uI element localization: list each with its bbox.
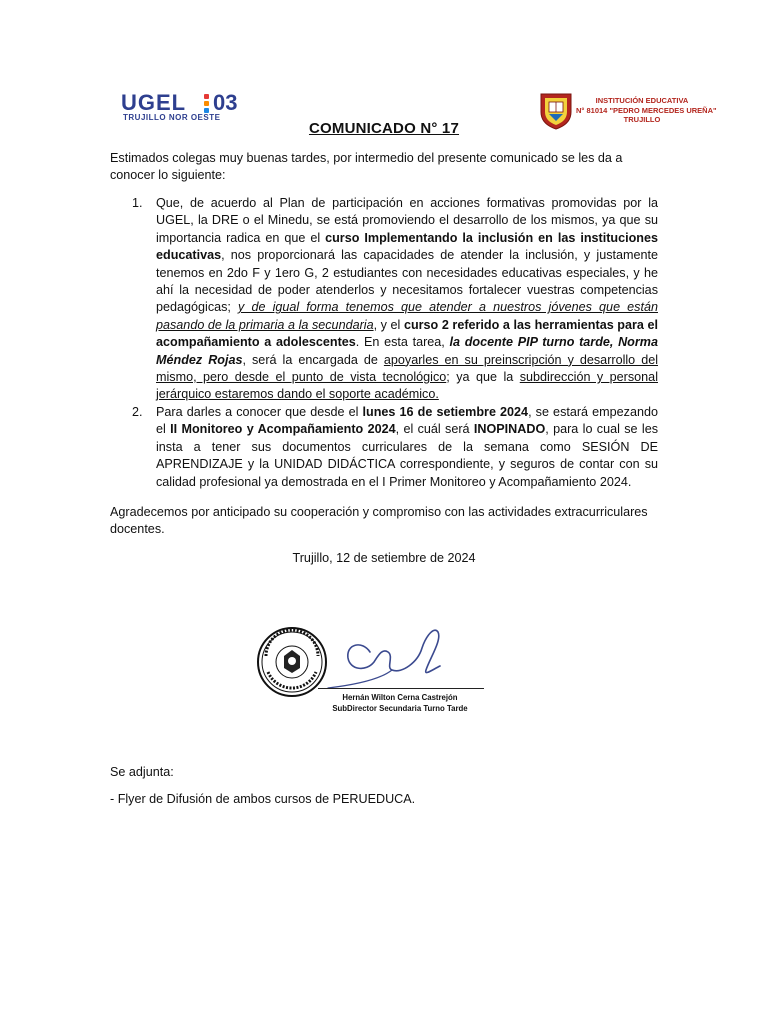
point-text: , para lo cual se les insta a tener sus documentos curriculares de la semana como SESIÓN DE APRENDIZAJE y la UNIDAD DIDÁCTICA correspondiente, y seguros de contar con su calidad profesional ya demostrada en el I Primer Monitoreo y Acompañamiento 2024. — [156, 422, 658, 489]
school-line-2: N° 81014 "PEDRO MERCEDES UREÑA" — [576, 105, 717, 115]
point-text: , nos proporcionará las capacidades de atender la inclusión, y justamente tenemos en 2do F y 1ero G, 2 estudiantes con necesidades educativas especiales, y he ahí la necesidad de poder atenderlos y necesitamos fortalecer vuestras competencias pedagógicas; — [156, 248, 658, 315]
ugel-logo-dots — [204, 94, 210, 114]
points-list — [110, 195, 658, 491]
intro-paragraph: Estimados colegas muy buenas tardes, por intermedio del presente comunicado se les da a conocer lo siguiente: — [110, 151, 623, 183]
handwritten-signature — [322, 618, 472, 690]
point-item-1 — [110, 195, 658, 404]
point-item-2 — [110, 404, 658, 491]
attachment-item: - Flyer de Difusión de ambos cursos de PERUEDUCA. — [110, 792, 416, 806]
closing-paragraph: Agradecemos por anticipado su cooperación y compromiso con las actividades extracurriculares docentes. — [110, 505, 648, 537]
school-line-3: TRUJILLO — [623, 115, 661, 124]
point-text: , se estará empezando el — [156, 404, 658, 437]
point-text: Que, de acuerdo al Plan de participación en acciones formativas promovidas por la UGEL, la DRE o el Minedu, se está promoviendo el desarrollo de los mismos, ya que su importancia radica en que el — [156, 196, 658, 245]
italic-underlined-note: y de igual forma tenemos que atender a nuestros jóvenes que están pasando de la primaria a la secundaria — [156, 300, 658, 332]
underlined-academic: subdirección y personal jerárquico estaremos dando el soporte académico. — [156, 370, 658, 402]
bold-course-2: curso 2 referido a las herramientas para el acompañamiento a adolescentes — [156, 317, 658, 350]
bold-inopinado: INOPINADO — [473, 422, 546, 437]
signer-role: SubDirector Secundaria Turno Tarde — [332, 704, 468, 713]
underlined-support: apoyarles en su preinscripción y desarrollo del mismo, pero desde el punto de vista tecnológico — [156, 352, 659, 385]
point-text: , y el — [373, 317, 404, 332]
point-text: ; ya que la — [446, 370, 520, 385]
point-text: . En esta tarea, — [355, 335, 450, 350]
document-title: COMUNICADO N° 17 — [308, 120, 460, 137]
signer-name: Hernán Wilton Cerna Castrejón — [342, 693, 458, 702]
point-number: 2. — [132, 404, 143, 419]
point-text: , el cuál será — [395, 422, 474, 437]
ugel-logo-subtitle: TRUJILLO NOR OESTE — [123, 113, 221, 122]
bold-course-1: curso Implementando la inclusión en las instituciones educativas — [156, 230, 658, 263]
school-line-1: INSTITUCIÓN EDUCATIVA — [595, 96, 689, 105]
bold-monitoring: II Monitoreo y Acompañamiento 2024 — [170, 422, 396, 437]
attachments-label: Se adjunta: — [110, 765, 174, 779]
date-line: Trujillo, 12 de setiembre de 2024 — [292, 551, 476, 565]
point-number: 1. — [132, 196, 143, 210]
bold-italic-teacher: la docente PIP turno tarde, Norma Méndez Rojas — [156, 335, 658, 367]
bold-date: lunes 16 de setiembre 2024 — [362, 404, 529, 419]
signer-block — [300, 692, 500, 714]
point-text: , será la encargada de — [242, 352, 384, 367]
ugel-logo-number: 03 — [213, 90, 238, 115]
point-text: Para darles a conocer que desde el — [156, 404, 363, 419]
ugel-logo-text: UGEL — [121, 90, 187, 115]
signature-line — [318, 688, 484, 689]
